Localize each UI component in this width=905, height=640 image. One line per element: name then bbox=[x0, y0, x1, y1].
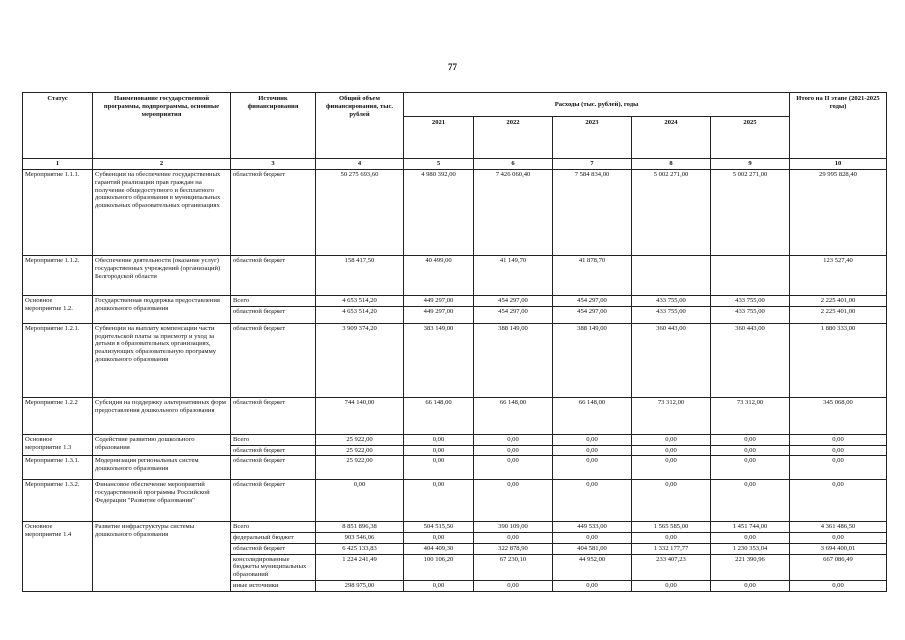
header-year: 2025 bbox=[711, 117, 790, 159]
cell-total: 744 140,00 bbox=[316, 397, 404, 434]
row-name: Развитие инфраструктуры системы дошкольного образования bbox=[93, 522, 231, 591]
header-source: Источник финансирования bbox=[231, 93, 316, 159]
cell-2024: 433 755,00 bbox=[632, 296, 711, 307]
column-index: 1 bbox=[23, 159, 93, 170]
row-source: областной бюджет bbox=[231, 397, 316, 434]
cell-2025: 433 755,00 bbox=[711, 296, 790, 307]
cell-2025: 221 390,96 bbox=[711, 554, 790, 580]
cell-2021: 4 980 392,00 bbox=[404, 170, 474, 256]
header-total: Общий объем финансирования, тыс. рублей bbox=[316, 93, 404, 159]
row-source: Всего bbox=[231, 522, 316, 533]
cell-2024: 0,00 bbox=[632, 480, 711, 522]
cell-2025: 0,00 bbox=[711, 456, 790, 480]
cell-stage-total: 4 361 486,50 bbox=[790, 522, 887, 533]
column-index: 6 bbox=[474, 159, 553, 170]
column-index: 8 bbox=[632, 159, 711, 170]
cell-2024: 0,00 bbox=[632, 533, 711, 544]
cell-2021: 449 297,00 bbox=[404, 306, 474, 323]
cell-2025: 1 451 744,00 bbox=[711, 522, 790, 533]
cell-2024: 1 565 585,00 bbox=[632, 522, 711, 533]
row-name: Обеспечение деятельности (оказание услуг) государственных учреждений (организаций) Белгородской области bbox=[93, 256, 231, 296]
row-name: Модернизация региональных систем дошкольного образования bbox=[93, 456, 231, 480]
column-index: 7 bbox=[553, 159, 632, 170]
cell-2021: 100 106,20 bbox=[404, 554, 474, 580]
cell-2025: 0,00 bbox=[711, 533, 790, 544]
cell-2022: 454 297,00 bbox=[474, 296, 553, 307]
cell-2025: 5 002 271,00 bbox=[711, 170, 790, 256]
cell-2022: 0,00 bbox=[474, 456, 553, 480]
cell-total: 6 425 133,83 bbox=[316, 543, 404, 554]
row-status: Мероприятие 1.1.1. bbox=[23, 170, 93, 256]
header-stage-total: Итого на II этапе (2021-2025 годы) bbox=[790, 93, 887, 159]
row-source: областной бюджет bbox=[231, 445, 316, 456]
row-source: федеральный бюджет bbox=[231, 533, 316, 544]
cell-stage-total: 29 995 828,40 bbox=[790, 170, 887, 256]
header-name: Наименование государственной программы, подпрограммы, основные мероприятия bbox=[93, 93, 231, 159]
cell-2022: 0,00 bbox=[474, 445, 553, 456]
row-name: Государственная поддержка предоставления дошкольного образования bbox=[93, 296, 231, 324]
table-row bbox=[23, 323, 887, 397]
cell-2021: 66 148,00 bbox=[404, 397, 474, 434]
row-source: областной бюджет bbox=[231, 456, 316, 480]
row-name: Субвенции на выплату компенсации части родительской платы за присмотр и уход за детьми в образовательных организациях, реализующих образовательную программу дошкольного образования bbox=[93, 323, 231, 397]
cell-stage-total: 123 527,40 bbox=[790, 256, 887, 296]
table-row bbox=[23, 456, 887, 480]
cell-2024: 1 332 177,77 bbox=[632, 543, 711, 554]
row-name: Финансовое обеспечение мероприятий государственной программы Российской Федерации "Развитие образования" bbox=[93, 480, 231, 522]
cell-2024: 0,00 bbox=[632, 580, 711, 591]
table-row bbox=[23, 522, 887, 533]
cell-total: 903 546,06 bbox=[316, 533, 404, 544]
cell-stage-total: 3 694 400,01 bbox=[790, 543, 887, 554]
cell-total: 25 922,00 bbox=[316, 445, 404, 456]
row-source: областной бюджет bbox=[231, 306, 316, 323]
row-source: Всего bbox=[231, 434, 316, 445]
row-status: Мероприятие 1.2.1. bbox=[23, 323, 93, 397]
table-row bbox=[23, 480, 887, 522]
cell-total: 4 653 514,20 bbox=[316, 306, 404, 323]
cell-2024: 5 002 271,00 bbox=[632, 170, 711, 256]
cell-2022: 322 878,90 bbox=[474, 543, 553, 554]
cell-2024: 73 312,00 bbox=[632, 397, 711, 434]
cell-total: 25 922,00 bbox=[316, 434, 404, 445]
header-year: 2022 bbox=[474, 117, 553, 159]
cell-stage-total: 0,00 bbox=[790, 445, 887, 456]
header-year: 2024 bbox=[632, 117, 711, 159]
column-index: 5 bbox=[404, 159, 474, 170]
page-number: 77 bbox=[448, 62, 457, 72]
cell-2024: 0,00 bbox=[632, 445, 711, 456]
cell-total: 3 909 374,20 bbox=[316, 323, 404, 397]
cell-2023: 0,00 bbox=[553, 456, 632, 480]
table-row bbox=[23, 397, 887, 434]
cell-total: 8 851 896,38 bbox=[316, 522, 404, 533]
column-index: 4 bbox=[316, 159, 404, 170]
cell-2023: 454 297,00 bbox=[553, 296, 632, 307]
row-source: областной бюджет bbox=[231, 323, 316, 397]
cell-2023: 388 149,00 bbox=[553, 323, 632, 397]
cell-2023: 41 878,70 bbox=[553, 256, 632, 296]
row-status: Мероприятие 1.3.2. bbox=[23, 480, 93, 522]
cell-total: 1 224 241,49 bbox=[316, 554, 404, 580]
column-index: 10 bbox=[790, 159, 887, 170]
cell-2022: 390 109,00 bbox=[474, 522, 553, 533]
cell-2025: 0,00 bbox=[711, 445, 790, 456]
cell-total: 0,00 bbox=[316, 480, 404, 522]
header-year: 2021 bbox=[404, 117, 474, 159]
cell-2023: 0,00 bbox=[553, 533, 632, 544]
cell-stage-total: 345 068,00 bbox=[790, 397, 887, 434]
row-source: областной бюджет bbox=[231, 480, 316, 522]
cell-2023: 44 952,00 bbox=[553, 554, 632, 580]
row-status: Мероприятие 1.1.2. bbox=[23, 256, 93, 296]
cell-2022: 0,00 bbox=[474, 533, 553, 544]
header-expenses: Расходы (тыс. рублей), годы bbox=[404, 93, 790, 117]
cell-2021: 404 409,30 bbox=[404, 543, 474, 554]
row-source: иные источники bbox=[231, 580, 316, 591]
header-status: Статус bbox=[23, 93, 93, 159]
cell-2023: 0,00 bbox=[553, 480, 632, 522]
row-name: Субсидия на поддержку альтернативных форм предоставления дошкольного образования bbox=[93, 397, 231, 434]
cell-stage-total: 0,00 bbox=[790, 580, 887, 591]
cell-2022: 0,00 bbox=[474, 580, 553, 591]
cell-stage-total: 1 880 333,00 bbox=[790, 323, 887, 397]
cell-2022: 388 149,00 bbox=[474, 323, 553, 397]
table-row bbox=[23, 434, 887, 445]
row-name: Содействие развитию дошкольного образования bbox=[93, 434, 231, 456]
column-index: 2 bbox=[93, 159, 231, 170]
cell-2022: 0,00 bbox=[474, 480, 553, 522]
column-index: 9 bbox=[711, 159, 790, 170]
cell-stage-total: 667 086,49 bbox=[790, 554, 887, 580]
cell-2021: 504 515,50 bbox=[404, 522, 474, 533]
cell-stage-total: 0,00 bbox=[790, 456, 887, 480]
cell-stage-total: 0,00 bbox=[790, 480, 887, 522]
header-year: 2023 bbox=[553, 117, 632, 159]
cell-2022: 0,00 bbox=[474, 434, 553, 445]
cell-2022: 67 230,10 bbox=[474, 554, 553, 580]
column-index: 3 bbox=[231, 159, 316, 170]
cell-2021: 449 297,00 bbox=[404, 296, 474, 307]
cell-stage-total: 0,00 bbox=[790, 533, 887, 544]
cell-2023: 449 533,00 bbox=[553, 522, 632, 533]
row-name: Субвенции на обеспечение государственных гарантий реализации прав граждан на получение общедоступного и бесплатного дошкольного образования в муниципальных дошкольных образовательных организациях bbox=[93, 170, 231, 256]
cell-2025: 0,00 bbox=[711, 480, 790, 522]
row-source: областной бюджет bbox=[231, 256, 316, 296]
cell-2025: 0,00 bbox=[711, 434, 790, 445]
cell-2021: 0,00 bbox=[404, 456, 474, 480]
column-index-row bbox=[23, 159, 887, 170]
row-status: Мероприятие 1.3.1. bbox=[23, 456, 93, 480]
cell-total: 298 975,00 bbox=[316, 580, 404, 591]
row-status: Основное мероприятие 1.3 bbox=[23, 434, 93, 456]
cell-2022: 454 297,00 bbox=[474, 306, 553, 323]
cell-2025 bbox=[711, 256, 790, 296]
cell-2021: 0,00 bbox=[404, 580, 474, 591]
cell-2024 bbox=[632, 256, 711, 296]
cell-2021: 40 499,00 bbox=[404, 256, 474, 296]
cell-stage-total: 2 225 401,00 bbox=[790, 296, 887, 307]
cell-2025: 73 312,00 bbox=[711, 397, 790, 434]
cell-stage-total: 0,00 bbox=[790, 434, 887, 445]
cell-2021: 0,00 bbox=[404, 434, 474, 445]
row-status: Мероприятие 1.2.2 bbox=[23, 397, 93, 434]
cell-2023: 0,00 bbox=[553, 434, 632, 445]
cell-2023: 7 584 834,00 bbox=[553, 170, 632, 256]
cell-total: 158 417,50 bbox=[316, 256, 404, 296]
cell-2023: 404 581,00 bbox=[553, 543, 632, 554]
cell-stage-total: 2 225 401,00 bbox=[790, 306, 887, 323]
cell-2022: 7 426 060,40 bbox=[474, 170, 553, 256]
cell-2021: 0,00 bbox=[404, 533, 474, 544]
cell-2023: 454 297,00 bbox=[553, 306, 632, 323]
row-source: Всего bbox=[231, 296, 316, 307]
cell-2025: 433 755,00 bbox=[711, 306, 790, 323]
table-row bbox=[23, 170, 887, 256]
cell-total: 4 653 514,20 bbox=[316, 296, 404, 307]
row-status: Основное мероприятие 1.2. bbox=[23, 296, 93, 324]
cell-2021: 383 149,00 bbox=[404, 323, 474, 397]
cell-2024: 233 407,23 bbox=[632, 554, 711, 580]
cell-2021: 0,00 bbox=[404, 445, 474, 456]
cell-2022: 41 149,70 bbox=[474, 256, 553, 296]
cell-2024: 360 443,00 bbox=[632, 323, 711, 397]
row-source: консолидированные бюджеты муниципальных образований bbox=[231, 554, 316, 580]
financing-table bbox=[22, 92, 887, 592]
cell-2025: 360 443,00 bbox=[711, 323, 790, 397]
cell-total: 25 922,00 bbox=[316, 456, 404, 480]
table-row bbox=[23, 296, 887, 307]
cell-2025: 1 230 353,04 bbox=[711, 543, 790, 554]
cell-total: 50 275 693,60 bbox=[316, 170, 404, 256]
cell-2023: 0,00 bbox=[553, 580, 632, 591]
cell-2024: 433 755,00 bbox=[632, 306, 711, 323]
cell-2024: 0,00 bbox=[632, 456, 711, 480]
cell-2023: 66 148,00 bbox=[553, 397, 632, 434]
row-status: Основное мероприятие 1.4 bbox=[23, 522, 93, 591]
cell-2022: 66 148,00 bbox=[474, 397, 553, 434]
cell-2024: 0,00 bbox=[632, 434, 711, 445]
cell-2023: 0,00 bbox=[553, 445, 632, 456]
row-source: областной бюджет bbox=[231, 170, 316, 256]
table-row bbox=[23, 256, 887, 296]
cell-2021: 0,00 bbox=[404, 480, 474, 522]
row-source: областной бюджет bbox=[231, 543, 316, 554]
cell-2025: 0,00 bbox=[711, 580, 790, 591]
